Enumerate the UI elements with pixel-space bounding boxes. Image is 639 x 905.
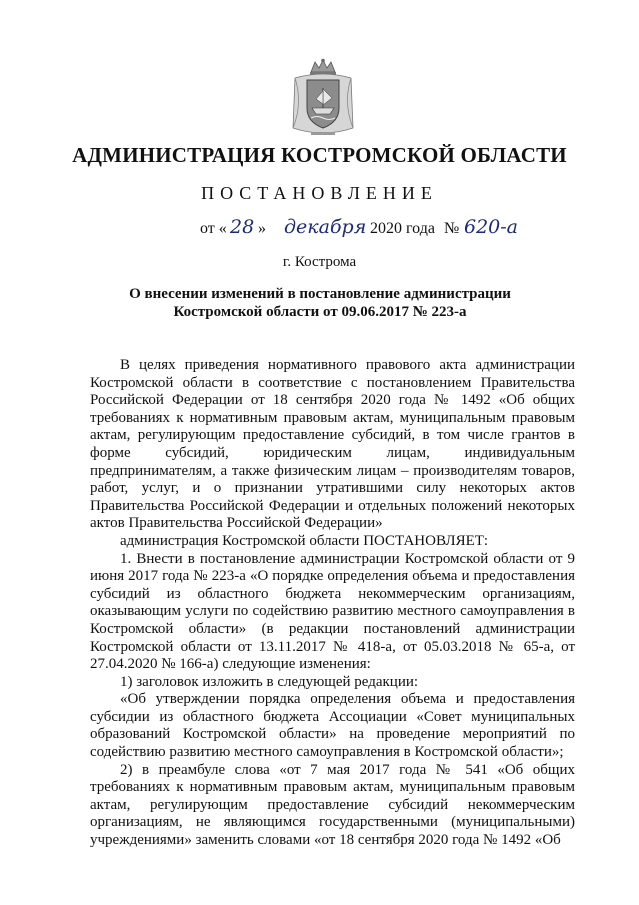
body-paragraph: администрация Костромской области ПОСТАНОВЛЯЕТ: — [120, 532, 489, 549]
body-paragraph: В целях приведения нормативного правового акта администрации Костромской области в соответствие с постановлением Правительства Российской Федерации от 18 сентября 2020 года № 1492 «Об общих требованиях к нормативным правовым актам, муниципальным правовым актам, регулирующим предоставление субсидий, в том числе грантов в форме субсидий, юридическим лицам, индивидуальным предпринимателям, а также физическим лицам – производителям товаров, работ, услуг, и о признании утратившими силу некоторых актов Правительства Российской Федерации и отдельных положений некоторых актов Правительства Российской Федерации» — [90, 357, 575, 532]
kostroma-coat-of-arms-icon — [289, 58, 357, 140]
document-number-handwritten: 620-а — [464, 216, 519, 238]
city: г. Кострома — [282, 254, 357, 270]
date-day-handwritten: 28 — [230, 216, 255, 238]
date-prefix: от « — [200, 220, 227, 237]
number-prefix: № — [444, 220, 460, 237]
organization-title: АДМИНИСТРАЦИЯ КОСТРОМСКОЙ ОБЛАСТИ — [72, 143, 567, 167]
body-paragraph: «Об утверждении порядка определения объема и предоставления субсидии из областного бюджета Ассоциации «Совет муниципальных образований Костромской области» на проведение мероприятий по содействию развитию местного самоуправления в Костромской области»; — [90, 691, 575, 761]
subject-line-1: О внесении изменений в постановление администрации — [129, 286, 511, 302]
date-month-handwritten: декабря — [284, 216, 367, 238]
document-subject — [100, 285, 540, 321]
body-paragraph: 1. Внести в постановление администрации Костромской области от 9 июня 2017 года № 223-а «О порядке определения объема и предоставления субсидий из областного бюджета некоммерческим организациям, оказывающим услуги по содействию развитию местного самоуправления в Костромской области» (в редакции постановлений администрации Костромской области от 13.11.2017 № 418-а, от 05.03.2018 № 65-а, от 27.04.2020 № 166-а) следующие изменения: — [90, 550, 575, 673]
date-line — [200, 214, 580, 246]
document-type: ПОСТАНОВЛЕНИЕ — [201, 183, 438, 203]
document-body — [90, 357, 575, 850]
date-year: 2020 года — [370, 220, 435, 237]
body-paragraph: 1) заголовок изложить в следующей редакции: — [120, 673, 419, 690]
date-day-close: » — [258, 220, 266, 237]
subject-line-2: Костромской области от 09.06.2017 № 223-а — [173, 304, 467, 320]
body-paragraph: 2) в преамбуле слова «от 7 мая 2017 года № 541 «Об общих требованиях к нормативным правовым актам, муниципальным правовым актам, регулирующим предоставление субсидий некоммерческим организациям, не являющимся государственными (муниципальными) учреждениями» заменить словами «от 18 сентября 2020 года № 1492 «Об — [90, 761, 575, 849]
